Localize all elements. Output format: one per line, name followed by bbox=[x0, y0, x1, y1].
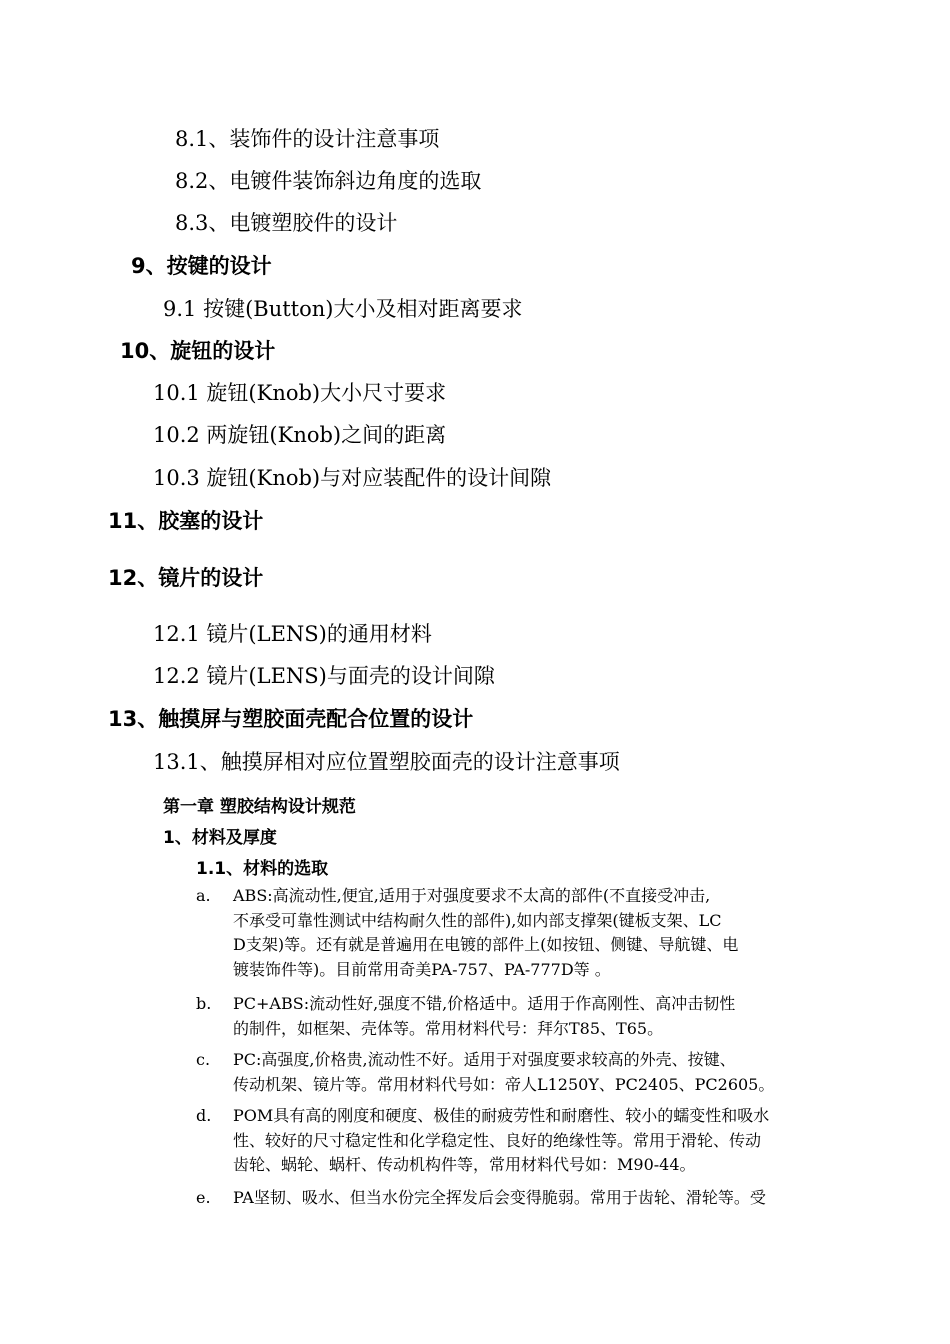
toc-heading-13: 13、触摸屏与塑胶面壳配合位置的设计 bbox=[108, 707, 474, 731]
list-item-d bbox=[233, 1104, 845, 1178]
toc-entry-12-2: 12.2 镜片(LENS)与面壳的设计间隙 bbox=[153, 664, 495, 688]
list-marker-d: d. bbox=[196, 1106, 212, 1125]
list-item-line: 镀装饰件等)。目前常用奇美PA-757、PA-777D等 。 bbox=[233, 959, 611, 979]
toc-entry-10-1: 10.1 旋钮(Knob)大小尺寸要求 bbox=[153, 381, 447, 405]
toc-heading-10: 10、旋钮的设计 bbox=[120, 339, 276, 363]
list-item-line: 齿轮、蜗轮、蜗杆、传动机构件等，常用材料代号如：M90-44。 bbox=[233, 1155, 696, 1174]
toc-entry-12-1: 12.1 镜片(LENS)的通用材料 bbox=[153, 622, 432, 646]
toc-entry-8-3: 8.3、电镀塑胶件的设计 bbox=[175, 211, 398, 235]
list-item-a bbox=[233, 884, 845, 982]
section-heading-1: 1、材料及厚度 bbox=[163, 828, 277, 848]
list-item-line: ABS:高流动性,便宜,适用于对强度要求不太高的部件(不直接受冲击, bbox=[233, 886, 711, 905]
toc-entry-13-1: 13.1、触摸屏相对应位置塑胶面壳的设计注意事项 bbox=[153, 750, 620, 774]
list-item-line: PA坚韧、吸水、但当水份完全挥发后会变得脆弱。常用于齿轮、滑轮等。受 bbox=[233, 1188, 766, 1207]
list-item-line: PC+ABS:流动性好,强度不错,价格适中。适用于作高刚性、高冲击韧性 bbox=[233, 994, 736, 1013]
toc-entry-8-2: 8.2、电镀件装饰斜边角度的选取 bbox=[175, 169, 482, 193]
toc-entry-10-3: 10.3 旋钮(Knob)与对应装配件的设计间隙 bbox=[153, 466, 552, 490]
toc-heading-9: 9、按键的设计 bbox=[131, 254, 272, 278]
list-item-line: 不承受可靠性测试中结构耐久性的部件),如内部支撑架(键板支架、LC bbox=[233, 910, 722, 930]
list-item-line: 传动机架、镜片等。常用材料代号如：帝人L1250Y、PC2405、PC2605。 bbox=[233, 1074, 775, 1094]
list-item-line: 性、较好的尺寸稳定性和化学稳定性、良好的绝缘性等。常用于滑轮、传动 bbox=[233, 1130, 762, 1150]
toc-entry-8-1: 8.1、装饰件的设计注意事项 bbox=[175, 127, 440, 151]
list-item-c bbox=[233, 1048, 845, 1097]
list-marker-a: a. bbox=[196, 886, 211, 905]
toc-heading-12: 12、镜片的设计 bbox=[108, 566, 264, 590]
list-item-line: POM具有高的刚度和硬度、极佳的耐疲劳性和耐磨性、较小的蠕变性和吸水 bbox=[233, 1106, 770, 1125]
list-marker-c: c. bbox=[196, 1050, 211, 1069]
toc-entry-9-1: 9.1 按键(Button)大小及相对距离要求 bbox=[163, 297, 523, 321]
list-marker-b: b. bbox=[196, 994, 212, 1013]
list-item-line: 的制件，如框架、壳体等。常用材料代号：拜尔T85、T65。 bbox=[233, 1018, 664, 1038]
list-item-b bbox=[233, 992, 845, 1041]
list-item-line: D支架)等。还有就是普遍用在电镀的部件上(如按钮、侧键、导航键、电 bbox=[233, 935, 739, 954]
chapter-title: 第一章 塑胶结构设计规范 bbox=[163, 797, 356, 817]
list-item-line: PC:高强度,价格贵,流动性不好。适用于对强度要求较高的外壳、按键、 bbox=[233, 1050, 736, 1069]
section-heading-1-1: 1.1、材料的选取 bbox=[196, 859, 329, 879]
toc-heading-11: 11、胶塞的设计 bbox=[108, 509, 264, 533]
list-item-e bbox=[233, 1186, 845, 1211]
list-marker-e: e. bbox=[196, 1188, 211, 1207]
toc-entry-10-2: 10.2 两旋钮(Knob)之间的距离 bbox=[153, 423, 447, 447]
